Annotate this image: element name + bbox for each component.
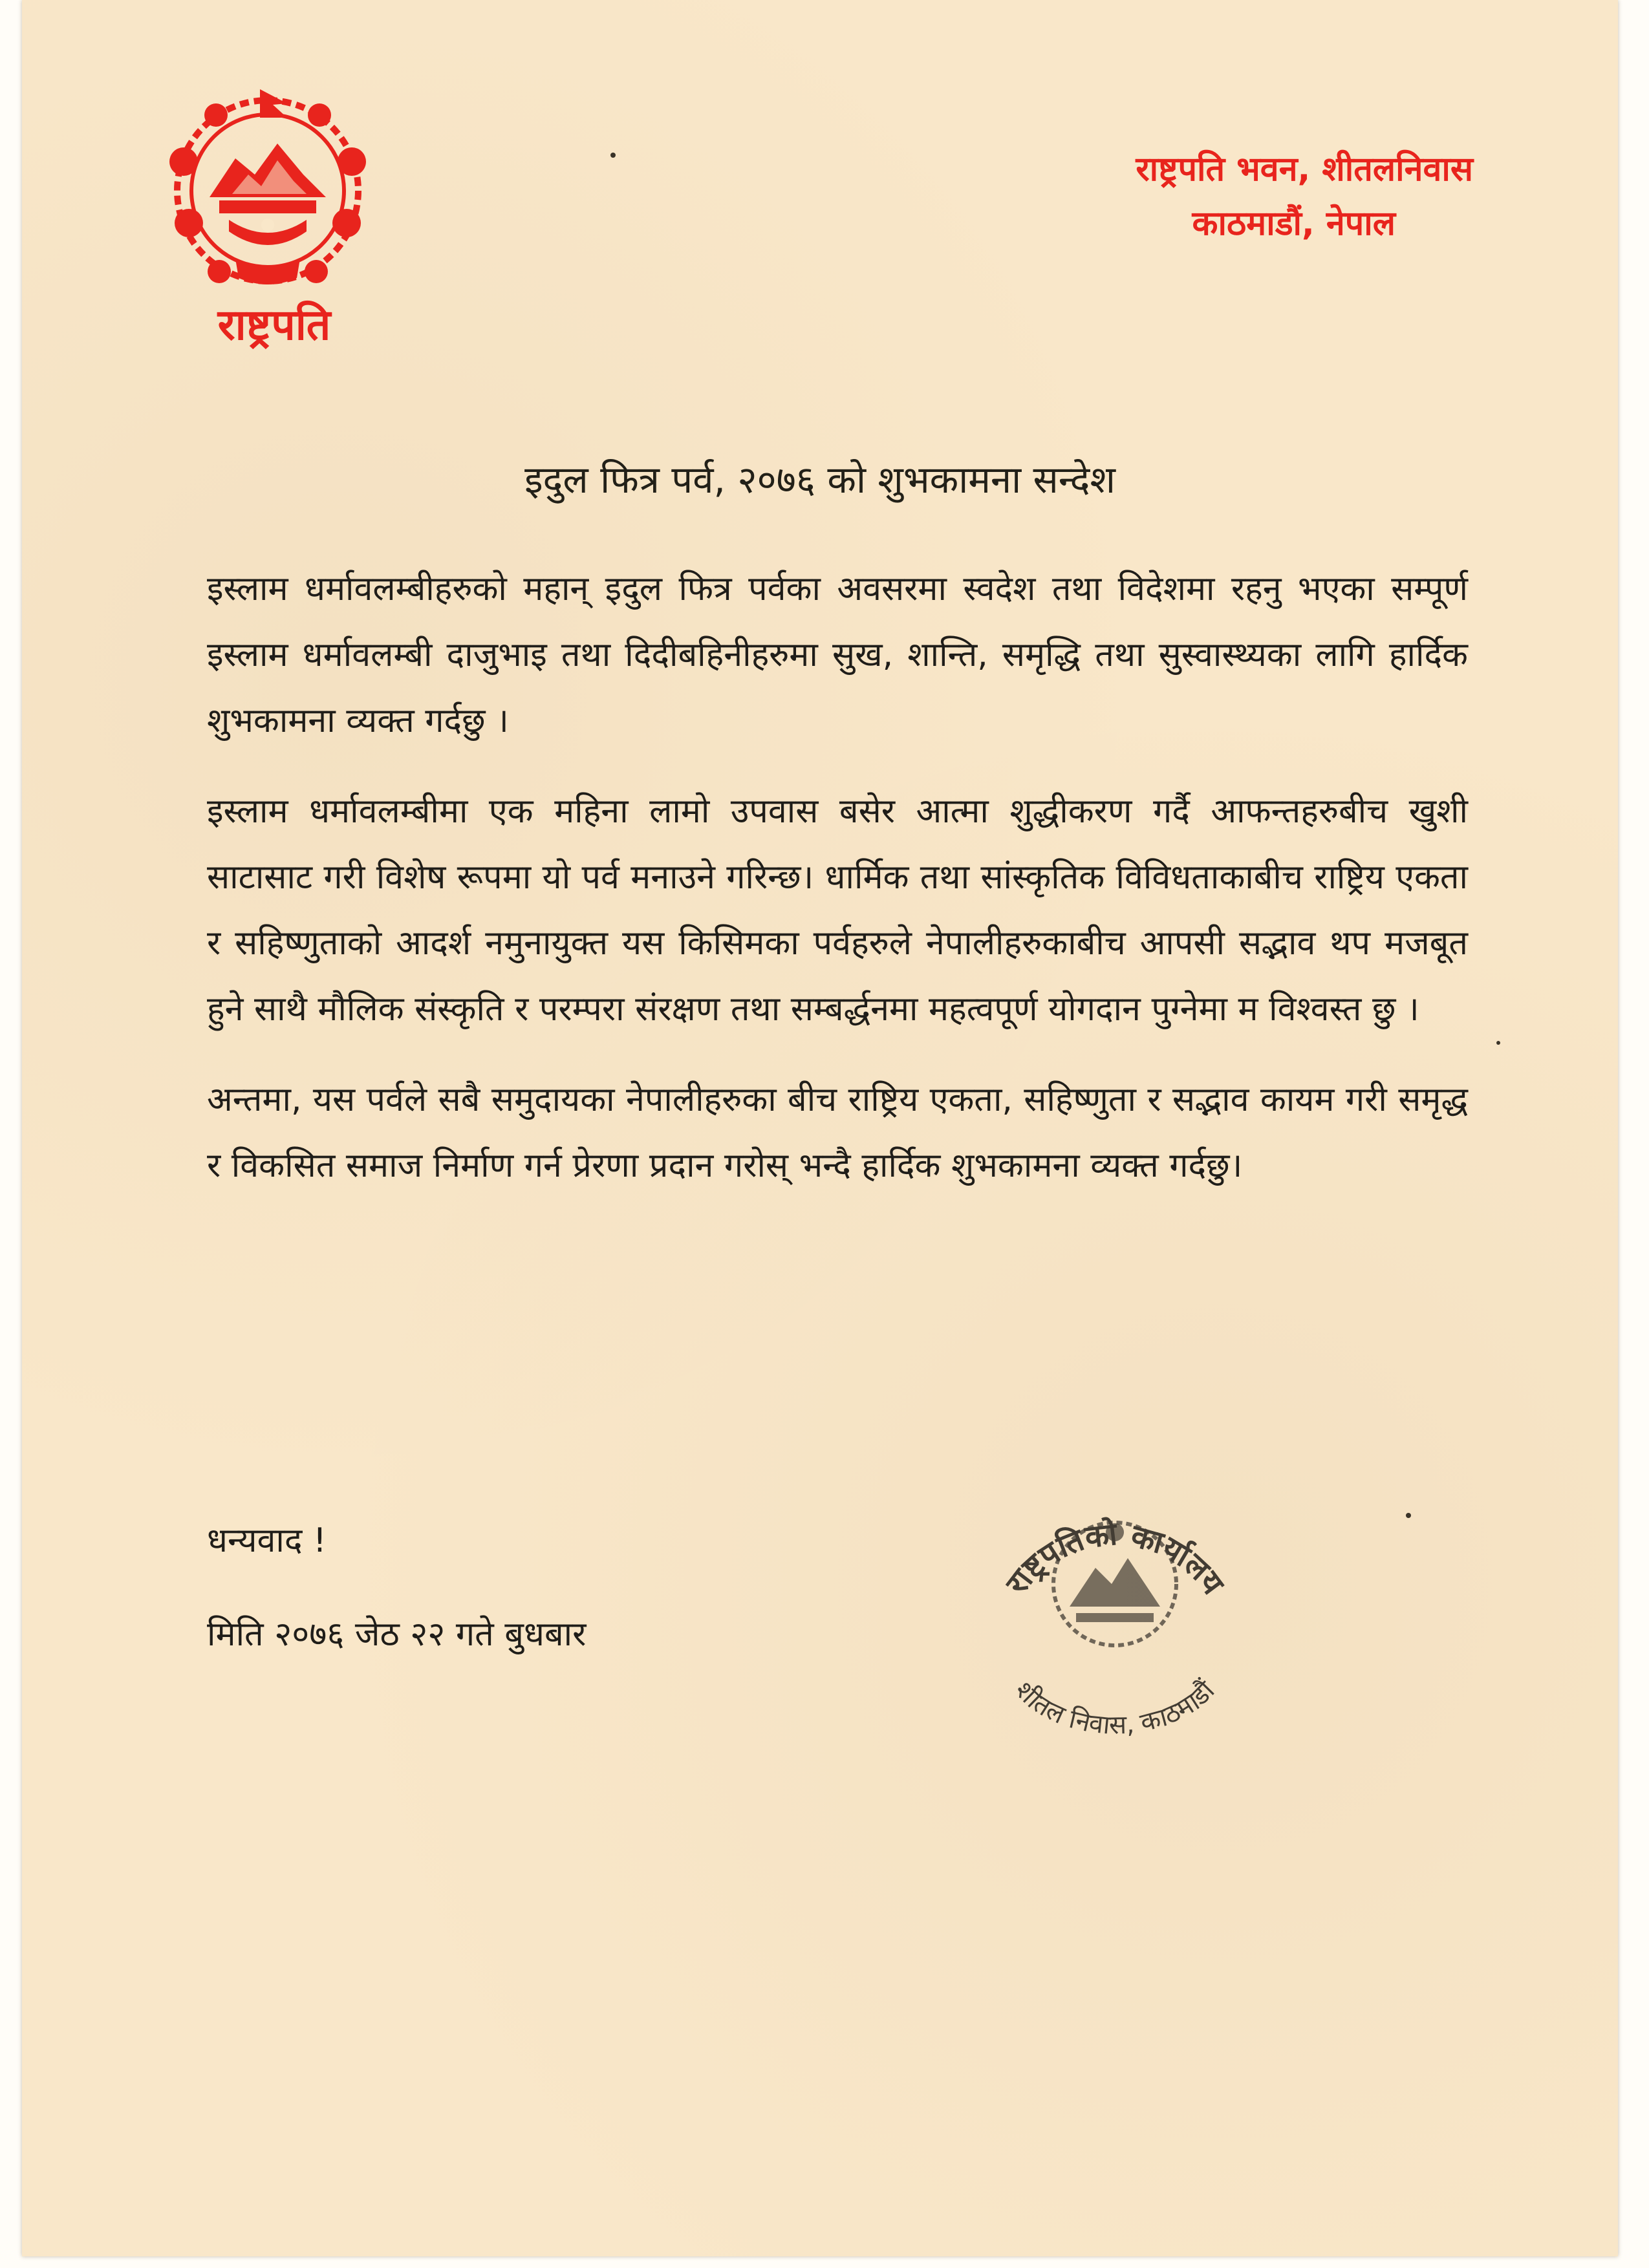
letter-paper bbox=[22, 0, 1618, 2256]
paragraph-3: अन्तमा, यस पर्वले सबै समुदायका नेपालीहरुका बीच राष्ट्रिय एकता, सहिष्णुता र सद्भाव कायम गरी समृद्ध र विकसित समाज निर्माण गर्न प्रेरणा प्रदान गरोस् भन्दै हार्दिक शुभकामना व्यक्त गर्दछु। bbox=[207, 1080, 1468, 1185]
stamp-text-top: राष्ट्रपतिको कार्यालय bbox=[998, 1515, 1231, 1601]
nepal-emblem-icon bbox=[158, 84, 378, 297]
message-title: इदुल फित्र पर्व, २०७६ को शुभकामना सन्देश bbox=[524, 458, 1116, 502]
date-line: मिति २०७६ जेठ २२ गते बुधबार bbox=[207, 1615, 587, 1654]
address-line-2: काठमाडौं, नेपाल bbox=[1192, 204, 1396, 243]
paragraph-1: इस्लाम धर्मावलम्बीहरुको महान् इदुल फित्र पर्वका अवसरमा स्वदेश तथा विदेशमा रहनु भएका सम्पूर्ण इस्लाम धर्मावलम्बी दाजुभाइ तथा दिदीबहिनीहरुमा सुख, शान्ति, समृद्धि तथा सुस्वास्थ्यका लागि हार्दिक शुभकामना व्यक्त गर्दछु । bbox=[207, 570, 1468, 740]
stamp-text-bottom: शीतल निवास, काठमाडौं bbox=[1009, 1675, 1221, 1740]
official-seal-icon bbox=[966, 1493, 1264, 1765]
paper-speck bbox=[1496, 1041, 1500, 1045]
closing-thanks: धन्यवाद ! bbox=[207, 1521, 327, 1560]
paper-speck bbox=[610, 153, 616, 158]
paragraph-2: इस्लाम धर्मावलम्बीमा एक महिना लामो उपवास बसेर आत्मा शुद्धीकरण गर्दै आफन्तहरुबीच खुशी साटासाट गरी विशेष रूपमा यो पर्व मनाउने गरिन्छ। धार्मिक तथा सांस्कृतिक विविधताकाबीच राष्ट्रिय एकता र सहिष्णुताको आदर्श नमुनायुक्त यस किसिमका पर्वहरुले नेपालीहरुकाबीच आपसी सद्भाव थप मजबूत हुने साथै मौलिक संस्कृति र परम्परा संरक्षण तथा सम्बर्द्धनमा महत्वपूर्ण योगदान पुग्नेमा म विश्वस्त छु । bbox=[207, 792, 1468, 1029]
paper-speck bbox=[1406, 1513, 1411, 1518]
svg-text:शीतल निवास, काठमाडौं bbox=[1009, 1675, 1221, 1740]
letterhead-address bbox=[1136, 142, 1473, 251]
office-name: राष्ट्रपति bbox=[217, 300, 331, 350]
message-body bbox=[207, 556, 1468, 1223]
address-line-1: राष्ट्रपति भवन, शीतलनिवास bbox=[1136, 150, 1473, 189]
